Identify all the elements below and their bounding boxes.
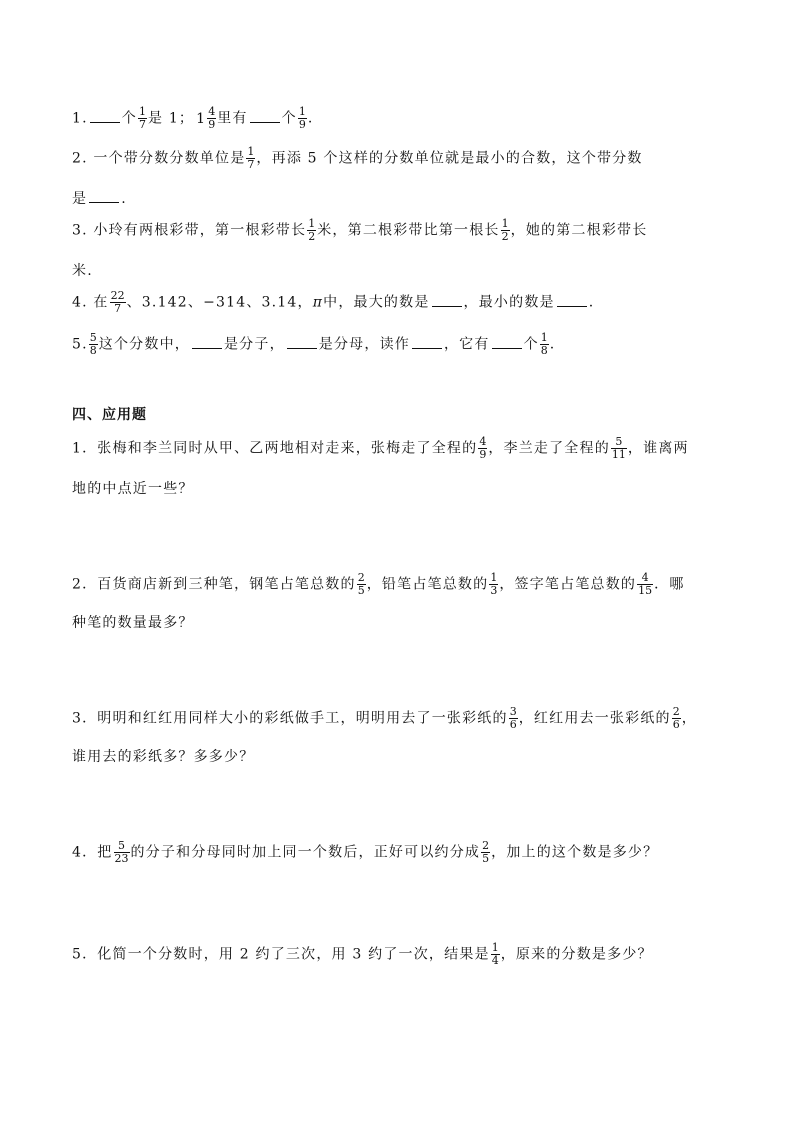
fraction (246, 146, 255, 171)
text: 种笔的数量最多？ (72, 615, 194, 631)
fraction (672, 706, 681, 731)
text: 1．张梅和李兰同时从甲、乙两地相对走来，张梅走了全程的 (72, 440, 478, 457)
denominator: 9 (298, 118, 306, 131)
text: . (588, 294, 595, 311)
fraction (501, 218, 510, 243)
fraction (89, 332, 98, 357)
denominator: 11 (611, 448, 626, 461)
answer-blank[interactable] (192, 347, 222, 349)
text: . (549, 336, 556, 353)
denominator: 6 (509, 718, 517, 731)
numerator: 1 (490, 571, 498, 584)
fraction (509, 706, 518, 731)
text: ，她的第二根彩带长 (510, 222, 648, 239)
text: 5．化简一个分数时，用 2 约了三次，用 3 约了一次，结果是 (72, 946, 490, 963)
application-question-4 (72, 840, 734, 865)
text: 米. (72, 263, 93, 279)
text: ．哪 (654, 576, 685, 593)
text: ，签字笔占笔总数的 (499, 576, 637, 593)
denominator: 8 (89, 344, 97, 357)
text: 是 (72, 191, 88, 207)
numerator: 5 (89, 331, 97, 344)
answer-blank[interactable] (89, 201, 119, 203)
text: 是分子， (223, 336, 285, 353)
denominator: 4 (491, 954, 499, 967)
pi-symbol: π (312, 294, 324, 311)
denominator: 7 (114, 302, 122, 315)
answer-blank[interactable] (557, 305, 587, 307)
question-number: 5. (72, 336, 88, 353)
numerator: 5 (615, 435, 623, 448)
mixed-number-whole: 1 (196, 110, 207, 127)
fraction (138, 106, 147, 131)
text: ，铅笔占笔总数的 (366, 576, 489, 593)
numerator: 1 (247, 145, 255, 158)
denominator: 2 (501, 230, 509, 243)
text: 的分子和分母同时加上同一个数后，正好可以约分成 (130, 844, 481, 861)
fill-question-1 (72, 106, 734, 131)
text: 4．把 (72, 844, 113, 861)
text: 地的中点近一些？ (72, 481, 194, 497)
text: 个 (523, 336, 539, 353)
fraction (637, 572, 653, 597)
text: 个 (281, 110, 297, 127)
fraction (114, 840, 130, 865)
numerator: 1 (501, 217, 509, 230)
text: ， (681, 710, 697, 727)
application-question-5 (72, 942, 734, 967)
fraction (540, 332, 549, 357)
text: 是分母，读作 (318, 336, 410, 353)
section-heading: 四、应用题 (72, 407, 147, 423)
numerator: 22 (110, 289, 125, 302)
fraction (298, 106, 307, 131)
text: ，加上的这个数是多少？ (491, 844, 659, 861)
fraction (207, 106, 216, 131)
numerator: 1 (491, 941, 499, 954)
text: ，李兰走了全程的 (488, 440, 610, 457)
denominator: 15 (638, 584, 653, 597)
fill-question-5 (72, 332, 734, 357)
fraction (307, 218, 316, 243)
text: 2. 一个带分数分数单位是 (72, 150, 246, 167)
numerator: 1 (308, 217, 316, 230)
denominator: 2 (308, 230, 316, 243)
numerator: 3 (509, 705, 517, 718)
text: 4. 在 (72, 294, 109, 311)
text: 米，第二根彩带比第一根长 (317, 222, 500, 239)
text: ，原来的分数是多少？ (500, 946, 653, 963)
numerator: 4 (479, 435, 487, 448)
fraction (481, 840, 490, 865)
text: 、3.142、−314、3.14， (126, 294, 313, 311)
fraction (110, 290, 126, 315)
numerator: 4 (641, 571, 649, 584)
text: ，再添 5 个这样的分数单位就是最小的合数，这个带分数 (256, 150, 643, 167)
answer-blank[interactable] (250, 121, 280, 123)
answer-blank[interactable] (492, 347, 522, 349)
denominator: 5 (357, 584, 365, 597)
application-question-3 (72, 706, 734, 731)
text: ，它有 (443, 336, 490, 353)
application-question-1-cont (72, 478, 734, 498)
answer-blank[interactable] (412, 347, 442, 349)
text: 里有 (217, 110, 248, 127)
text: ，最小的数是 (463, 294, 555, 311)
denominator: 7 (247, 158, 255, 171)
text: ，谁离两 (627, 440, 689, 457)
text: . (121, 191, 127, 207)
fill-question-2-cont (72, 188, 734, 208)
denominator: 9 (479, 448, 487, 461)
denominator: 7 (138, 118, 146, 131)
numerator: 2 (357, 571, 365, 584)
numerator: 1 (540, 331, 548, 344)
fraction (611, 436, 627, 461)
text: 2．百货商店新到三种笔，钢笔占笔总数的 (72, 576, 356, 593)
text: . (307, 110, 314, 127)
numerator: 2 (482, 839, 490, 852)
answer-blank[interactable] (287, 347, 317, 349)
text: 个 (121, 110, 137, 127)
text: 谁用去的彩纸多？多多少？ (72, 749, 255, 765)
fraction (489, 572, 498, 597)
fill-question-2 (72, 146, 734, 171)
denominator: 9 (208, 118, 216, 131)
fill-question-4 (72, 290, 734, 315)
text: 3．明明和红红用同样大小的彩纸做手工，明明用去了一张彩纸的 (72, 710, 508, 727)
answer-blank[interactable] (90, 121, 120, 123)
numerator: 5 (118, 839, 126, 852)
text: 中，最大的数是 (323, 294, 430, 311)
fill-question-3-cont (72, 260, 734, 280)
text: 是 1； (147, 110, 195, 127)
fraction (491, 942, 500, 967)
application-question-2-cont (72, 612, 734, 632)
denominator: 6 (672, 718, 680, 731)
application-question-2 (72, 572, 734, 597)
numerator: 4 (208, 105, 216, 118)
text: 这个分数中， (98, 336, 190, 353)
text: 3. 小玲有两根彩带，第一根彩带长 (72, 222, 307, 239)
denominator: 23 (114, 852, 129, 865)
denominator: 3 (490, 584, 498, 597)
text: ，红红用去一张彩纸的 (518, 710, 671, 727)
answer-blank[interactable] (432, 305, 462, 307)
numerator: 2 (672, 705, 680, 718)
numerator: 1 (138, 105, 146, 118)
denominator: 5 (482, 852, 490, 865)
question-number: 1. (72, 110, 88, 127)
fraction (478, 436, 487, 461)
fill-question-3 (72, 218, 734, 243)
fraction (357, 572, 366, 597)
application-question-1 (72, 436, 734, 461)
numerator: 1 (298, 105, 306, 118)
denominator: 8 (540, 344, 548, 357)
application-question-3-cont (72, 746, 734, 766)
